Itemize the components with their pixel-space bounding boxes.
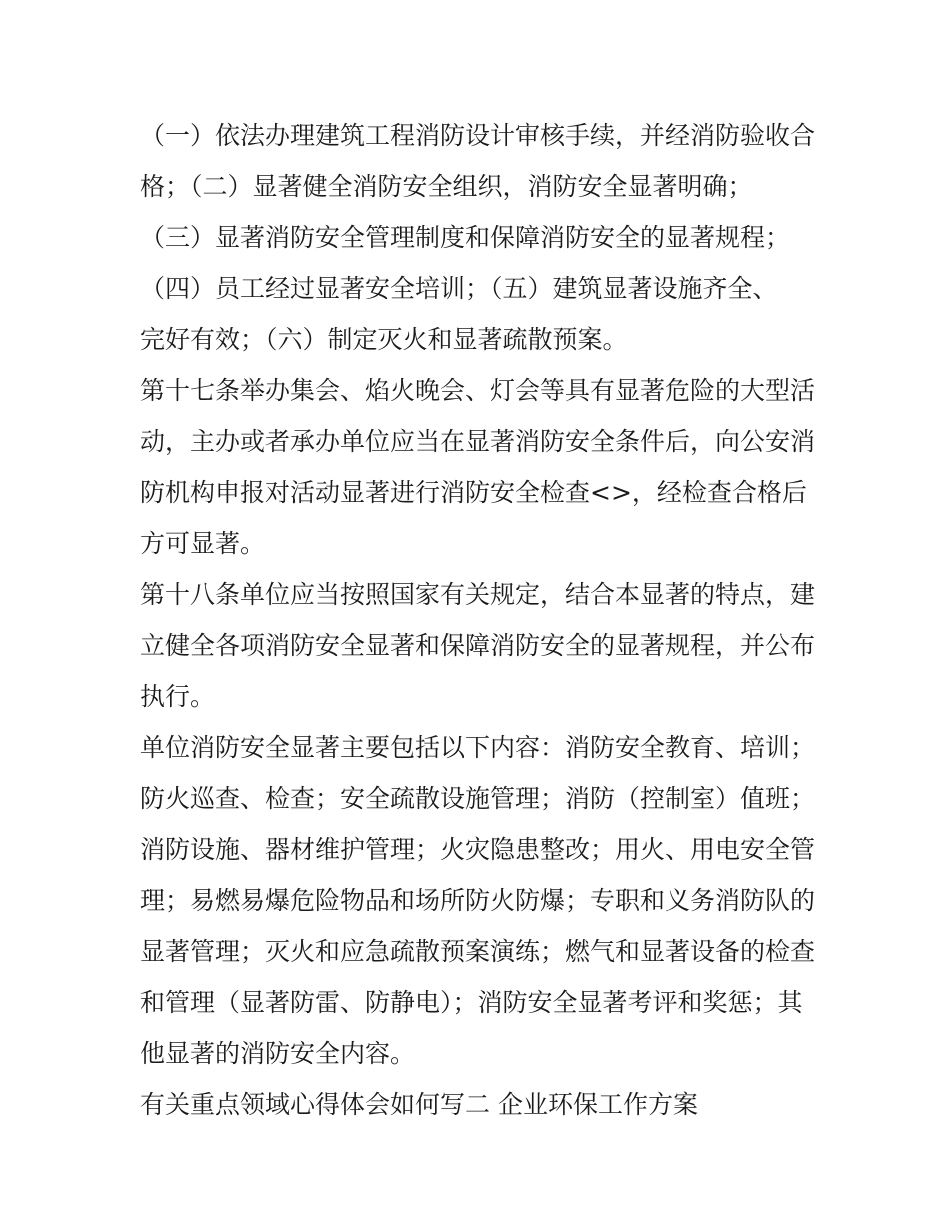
text-line-17: 显著管理；灭火和应急疏散预案演练；燃气和显著设备的检查 [140,937,816,966]
text-line-2: 格；（二）显著健全消防安全组织，消防安全显著明确； [140,172,753,201]
text-line-6: 第十七条举办集会、焰火晚会、灯会等具有显著危险的大型活 [140,376,816,405]
text-line-14: 防火巡查、检查；安全疏散设施管理；消防（控制室）值班； [140,784,816,813]
text-line-12: 执行。 [140,682,216,711]
text-line-7: 动，主办或者承办单位应当在显著消防安全条件后，向公安消 [140,427,816,456]
text-line-8: 防机构申报对活动显著进行消防安全检查<>，经检查合格后 [140,478,807,507]
text-line-15: 消防设施、器材维护管理；火灾隐患整改；用火、用电安全管 [140,835,816,864]
document-body [140,110,820,1130]
text-line-5: 完好有效；（六）制定灭火和显著疏散预案。 [140,325,628,354]
text-line-1: （一）依法办理建筑工程消防设计审核手续，并经消防验收合 [140,121,816,150]
text-line-16: 理；易燃易爆危险物品和场所防火防爆；专职和义务消防队的 [140,886,816,915]
text-line-9: 方可显著。 [140,529,266,558]
text-line-3: （三）显著消防安全管理制度和保障消防安全的显著规程； [140,223,791,252]
text-line-20: 有关重点领域心得体会如何写二 企业环保工作方案 [140,1090,698,1119]
text-line-13: 单位消防安全显著主要包括以下内容：消防安全教育、培训； [140,733,816,762]
text-line-11: 立健全各项消防安全显著和保障消防安全的显著规程，并公布 [140,631,816,660]
text-line-19: 他显著的消防安全内容。 [140,1039,416,1068]
text-line-10: 第十八条单位应当按照国家有关规定，结合本显著的特点，建 [140,580,816,609]
text-line-4: （四）员工经过显著安全培训；（五）建筑显著设施齐全、 [140,274,778,303]
text-line-18: 和管理（显著防雷、防静电）；消防安全显著考评和奖惩；其 [140,988,803,1017]
